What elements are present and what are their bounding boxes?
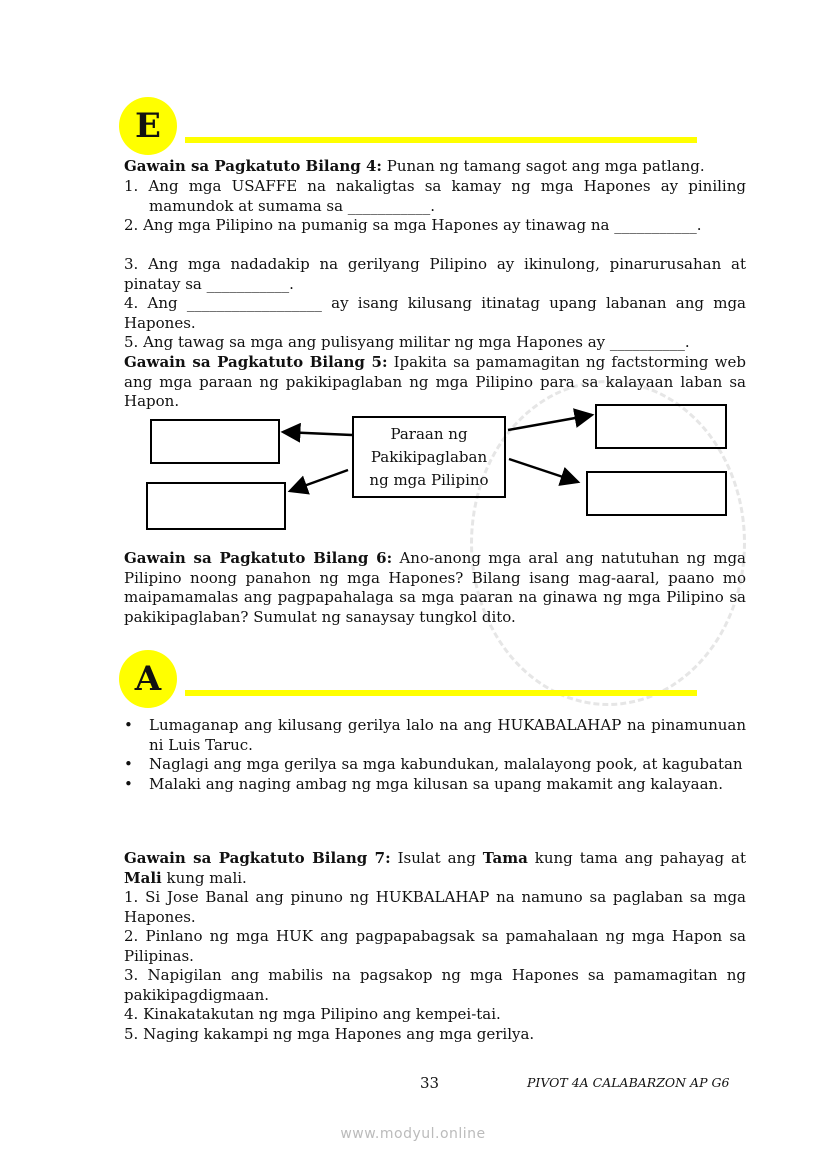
mali-label: Mali	[124, 868, 162, 887]
footer-series: PIVOT 4A CALABARZON AP G6	[527, 1075, 730, 1090]
instr-part: kung mali.	[161, 868, 247, 887]
page-number: 33	[420, 1074, 440, 1092]
activity6-instruction	[124, 549, 746, 627]
tama-label: Tama	[482, 849, 528, 867]
arrow-right-bottom	[509, 459, 578, 482]
activity4-item-4: 4. Ang __________________ ay isang kilusang itinatag upang labanan ang mga Hapones.	[124, 294, 746, 332]
activity7-item-2: 2. Pinlano ng mga HUK ang pagpapabagsak sa pamahalaan ng mga Hapon sa Pilipinas.	[124, 927, 746, 965]
activity4-item-3: 3. Ang mga nadadakip na gerilyang Pilipino ay ikinulong, pinarurusahan at pinatay sa ___________.	[124, 255, 746, 293]
activity7-instruction	[124, 849, 746, 888]
arrow-left-top	[283, 432, 352, 435]
activity7-item-4: 4. Kinakatakutan ng mga Pilipino ang kempei-tai.	[124, 1005, 501, 1023]
site-watermark: www.modyul.online	[340, 1126, 486, 1142]
activity4-item-2: 2. Ang mga Pilipino na pumanig sa mga Hapones ay tinawag na ___________.	[124, 216, 702, 234]
activity4-item-5: 5. Ang tawag sa mga ang pulisyang militar ng mga Hapones ay __________.	[124, 333, 690, 351]
center-line-3: ng mga Pilipino	[369, 470, 489, 489]
activity5-heading: Gawain sa Pagkatuto Bilang 5:	[124, 353, 388, 371]
activity6-text: Ano-anong mga aral ang natutuhan ng mga Pilipino noong panahon ng mga Hapones? Bilang isang mag-aaral, paano mo maipamamalas ang pagpapahalaga sa mga paaran na ginawa ng mga Pilipino sa pakikipaglaban? Sumulat ng sanaysay tungkol dito.	[124, 549, 746, 626]
section-e-badge: E	[119, 97, 177, 155]
activity7-item-3: 3. Napigilan ang mabilis na pagsakop ng mga Hapones sa pamamagitan ng pakikipagdigmaan.	[124, 966, 746, 1004]
bullet-item: • Malaki ang naging ambag ng mga kilusan sa upang makamit ang kalayaan.	[124, 775, 746, 795]
bullet-item: • Lumaganap ang kilusang gerilya lalo na ang HUKABALAHAP na pinamunuan ni Luis Taruc.	[124, 716, 746, 755]
activity4-heading: Gawain sa Pagkatuto Bilang 4:	[124, 157, 382, 175]
instr-part: kung tama ang pahayag at	[527, 849, 747, 867]
summary-bullets	[124, 716, 746, 794]
arrow-left-bottom	[290, 470, 348, 491]
arrow-right-top	[508, 415, 592, 430]
activity7-item-5: 5. Naging kakampi ng mga Hapones ang mga gerilya.	[124, 1025, 535, 1043]
center-line-1: Paraan ng	[390, 424, 468, 443]
instr-part: Isulat ang	[390, 849, 483, 867]
activity7-item-1: 1. Si Jose Banal ang pinuno ng HUKBALAHAP na namuno sa paglaban sa mga Hapones.	[124, 888, 746, 926]
section-a-badge: A	[119, 650, 177, 708]
activity6-heading: Gawain sa Pagkatuto Bilang 6:	[124, 549, 393, 567]
activity4-text: Punan ng tamang sagot ang mga patlang.	[381, 157, 705, 175]
activity5-text: Ipakita sa pamamagitan ng factstorming web ang mga paraan ng pakikipaglaban ng mga Pilipino para sa kalayaan laban sa Hapon.	[124, 353, 746, 410]
section-a-divider	[185, 690, 697, 696]
center-line-2: Pakikipaglaban	[370, 447, 488, 466]
activity7-heading: Gawain sa Pagkatuto Bilang 7:	[124, 849, 391, 867]
activity4-item-1: 1. Ang mga USAFFE na nakaligtas sa kamay ng mga Hapones ay piniling mamundok at sumama sa ___________.	[124, 177, 746, 215]
bullet-item: • Naglagi ang mga gerilya sa mga kabundukan, malalayong pook, at kagubatan	[124, 755, 746, 775]
